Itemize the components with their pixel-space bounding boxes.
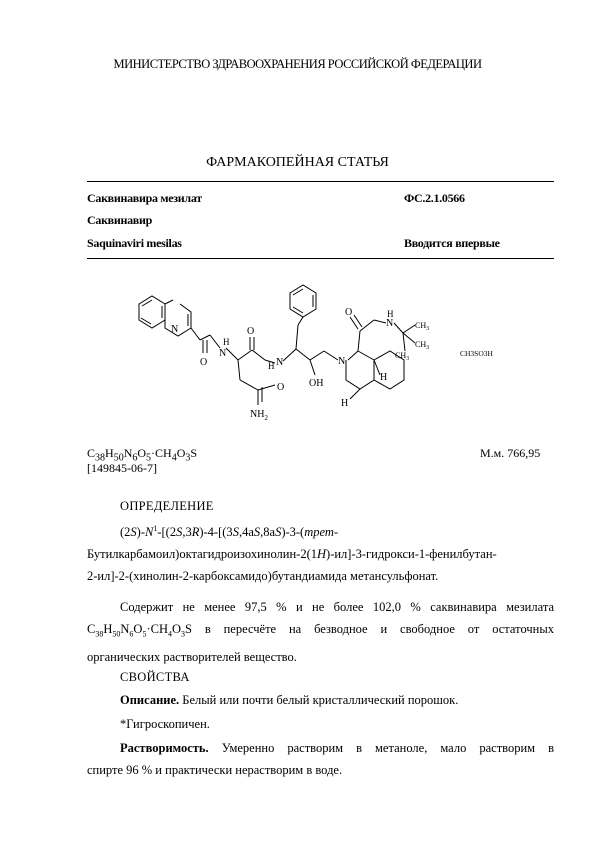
content-line-2: $C_{38}H_{50}N_6O_5\cdot CH_4O_3S$ в пересчёте на безводное и свободное от остаточных <box>87 622 554 639</box>
solubility-line-2: спирте 96 % и практически нерастворим в воде. <box>87 763 343 777</box>
atom-n-amide2: N <box>276 357 284 368</box>
content-paragraph <box>87 596 554 668</box>
substance-name-ru: Саквинавира мезилат <box>87 191 202 205</box>
description-paragraph <box>87 689 554 711</box>
definition-line-3: 2-ил]-2-(хинолин-2-карбоксамидо)бутандиамида метансульфонат. <box>87 569 439 584</box>
atom-ch3-2: $CH_3$ <box>415 340 430 351</box>
atom-h-ring-top: H <box>380 372 388 383</box>
atom-h-ring-bottom: H <box>341 398 349 409</box>
section-properties-title: СВОЙСТВА <box>120 670 190 684</box>
atom-ch3-1: $CH_3$ <box>415 321 430 332</box>
ministry-header: МИНИСТЕРСТВО ЗДРАВООХРАНЕНИЯ РОССИЙСКОЙ ФЕДЕРАЦИИ <box>113 57 482 71</box>
atom-nh2: $NH_2$ <box>250 409 268 422</box>
atom-o-amide2: O <box>247 326 255 337</box>
hygroscopic-note <box>87 713 554 735</box>
definition-line-2: Бутилкарбамоил)октагидроизохинолин-2(1H)-ил]-3-гидрокси-1-фенилбутан- <box>87 547 497 562</box>
atom-ch3-3: $CH_3$ <box>395 351 410 362</box>
atom-n-quinoline: N <box>171 324 179 335</box>
atom-nh-tbu: N <box>386 318 394 329</box>
description-line: Описание. Белый или почти белый кристаллический порошок. <box>120 693 459 707</box>
content-line-3: органических растворителей вещество. <box>87 649 297 664</box>
status-label: Вводится впервые <box>404 236 500 250</box>
header-rule-bottom <box>87 258 554 259</box>
solubility-line-1: Растворимость. Умеренно растворим в метаноле, мало растворим в <box>120 741 554 755</box>
methanesulfonic-acid-label: CH3SO3H <box>460 349 493 358</box>
molecular-mass: М.м. 766,95 <box>480 446 541 460</box>
atom-o-amide1: O <box>200 357 208 368</box>
hygroscopic-line: *Гигроскопичен. <box>120 717 210 731</box>
inn-name: Саквинавир <box>87 213 152 227</box>
content-line-1: Содержит не менее 97,5 % и не более 102,0 % саквинавира мезилата <box>120 600 554 614</box>
molecular-formula: $C_{38}H_{50}N_6O_5\cdot CH_4O_3S$ <box>87 446 198 464</box>
cas-number: [149845-06-7] <box>87 461 157 475</box>
definition-line-1: $(2S)-N^1-[(2S,3R)-4-[(3S,4aS,8aS)-3-(трет-$ <box>120 524 339 540</box>
monograph-code: ФС.2.1.0566 <box>404 191 465 205</box>
atom-n-ring: N <box>338 356 346 367</box>
solubility-paragraph <box>87 737 554 781</box>
atom-o-tbu: O <box>345 307 353 318</box>
atom-oh: OH <box>309 378 324 389</box>
atom-h-amide2: H <box>268 361 275 371</box>
definition-paragraph <box>87 518 554 587</box>
header-rule-top <box>87 181 554 182</box>
atom-h-amide1: H <box>223 337 230 347</box>
atom-o-amide3: O <box>277 382 285 393</box>
substance-name-lat: Saquinaviri mesilas <box>87 236 182 250</box>
atom-n-amide1: N <box>219 348 227 359</box>
document-title: ФАРМАКОПЕЙНАЯ СТАТЬЯ <box>206 155 389 170</box>
section-definition-title: ОПРЕДЕЛЕНИЕ <box>120 499 214 513</box>
atom-h-tbu: H <box>387 309 394 319</box>
structural-formula <box>0 265 595 445</box>
